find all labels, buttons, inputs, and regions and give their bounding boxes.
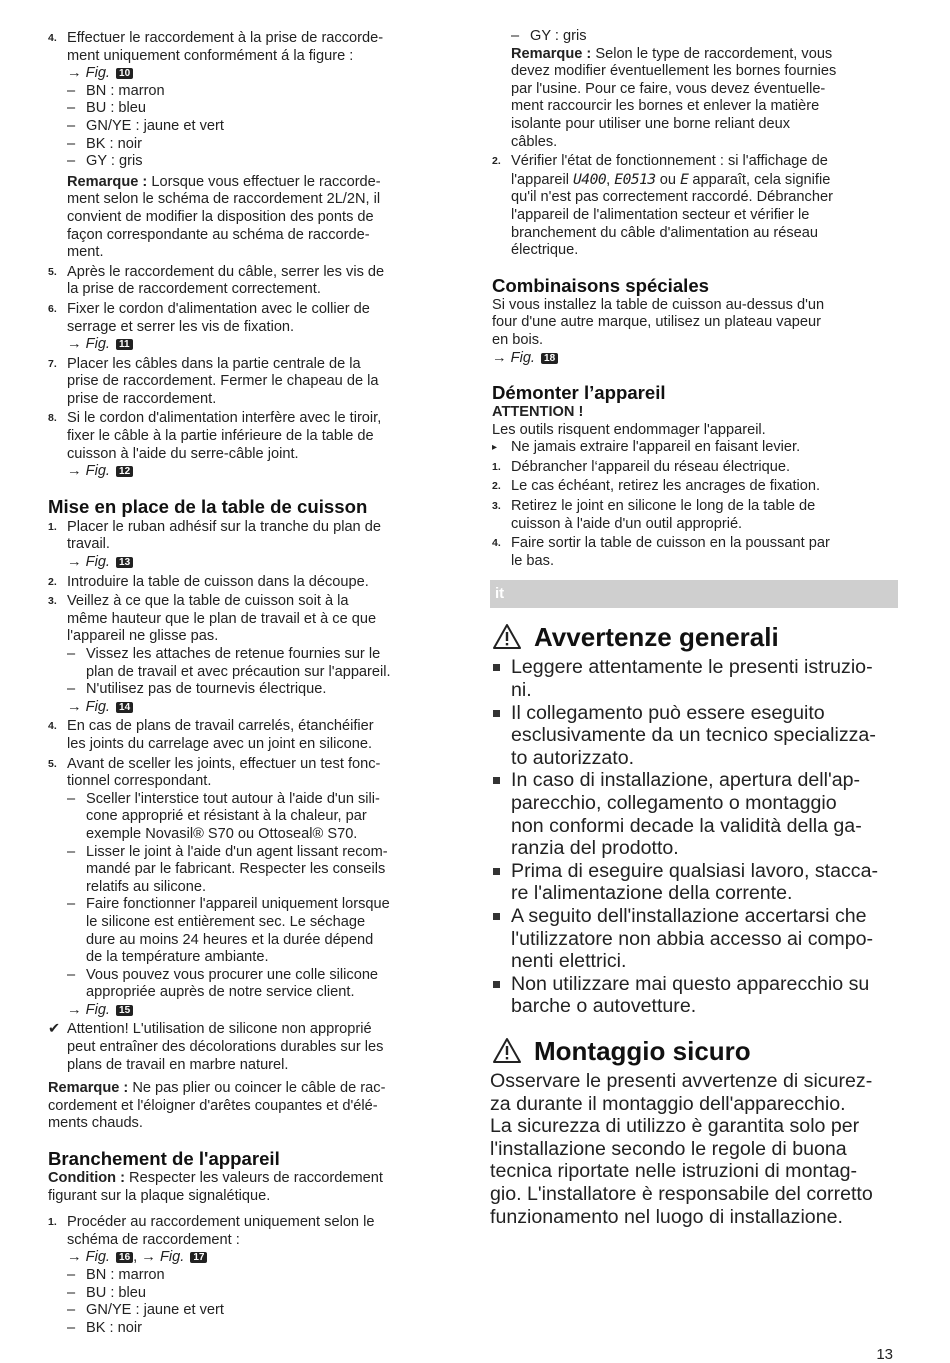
text-line: cuisson à l'aide du serre-câble joint. [67, 445, 299, 462]
arrow-icon: → [67, 463, 82, 480]
step-number: 5. [48, 265, 57, 278]
text-line: tecnica riportate nelle istruzioni di montag- [490, 1160, 858, 1183]
condition-note [48, 1170, 448, 1205]
display-code-e: E [680, 170, 689, 188]
text-line: Vissez les attaches de retenue fournies sur le [86, 646, 381, 662]
fig-label: Fig. [85, 336, 110, 353]
step-number: 6. [48, 302, 57, 315]
text-line: barche o autovetture. [511, 995, 697, 1018]
step-number: 3. [48, 595, 57, 608]
dash-item [67, 118, 448, 136]
figure-number-badge: 10 [116, 68, 133, 79]
text-line: la prise de raccordement correctement. [67, 281, 321, 298]
arrow-icon: → [67, 698, 82, 715]
text-line: de la température ambiante. [86, 949, 269, 966]
section-title-demonter: Démonter l’appareil [492, 382, 666, 404]
text-line: N'utilisez pas de tournevis électrique. [86, 681, 327, 698]
dash-mark: – [67, 1319, 76, 1336]
text-line: Retirez le joint en silicone le long de la table de [511, 498, 816, 515]
text-line: le silicone est entièrement sec. Le séchage [86, 913, 366, 930]
remark-note [511, 46, 902, 152]
text-line: par l'usine. Pour ce faire, vous devez éventuelle- [511, 80, 826, 97]
fig-label: Fig. [85, 554, 110, 571]
fig-label: Fig. [159, 1249, 185, 1266]
dash-item [67, 1285, 448, 1303]
remark-text: Selon le type de raccordement, vous [591, 45, 833, 62]
numbered-step [48, 410, 448, 480]
square-bullet-icon [493, 777, 500, 784]
numbered-step [48, 593, 448, 716]
dash-text: GN/YE : jaune et vert [86, 117, 224, 134]
text-line: appropriée auprès de notre service client. [86, 984, 355, 1001]
text-line: La sicurezza di utilizzo è garantita solo per [490, 1115, 860, 1138]
text-line: nenti elettrici. [511, 950, 627, 973]
bullet-item [492, 860, 902, 905]
bullet-item [492, 973, 902, 1018]
dash-mark: – [67, 681, 76, 698]
dash-mark: – [511, 28, 520, 44]
text-line: gio. L'installatore è responsabile del corretto [490, 1182, 873, 1205]
text-line: Faire sortir la table de cuisson en la poussant par [511, 535, 830, 552]
figure-number-badge: 12 [116, 466, 133, 477]
numbered-step [48, 1214, 448, 1337]
section-title-mise-en-place: Mise en place de la table de cuisson [48, 495, 368, 517]
text-line: parecchio, collegamento o montaggio [511, 792, 837, 814]
instruction-bullet [492, 439, 902, 457]
text-line: exemple Novasil® S70 ou Ottoseal® S70. [86, 825, 358, 842]
dash-mark: – [67, 1284, 76, 1301]
text-line: four d'une autre marque, utilisez un plateau vapeur [492, 314, 821, 331]
arrow-icon: → [67, 1249, 82, 1266]
text-line: en bois. [492, 331, 544, 348]
remark-label: Remarque : [67, 173, 148, 190]
step-number: 7. [48, 357, 57, 370]
text-line: Après le raccordement du câble, serrer les vis de [67, 263, 385, 280]
dash-mark: – [67, 100, 76, 117]
step-number: 1. [48, 1216, 57, 1229]
dash-item [67, 896, 448, 966]
text-line: serrage et serrer les vis de fixation. [67, 318, 295, 335]
text-line: esclusivamente da un tecnico specializza- [511, 724, 876, 747]
text-line: peut entraîner des décolorations durables sur les [67, 1039, 384, 1056]
fig-label: Fig. [85, 698, 110, 715]
text-line: plan de travail et avec précaution sur l'appareil. [86, 663, 391, 680]
bullet-list [492, 656, 902, 1018]
dash-item [67, 646, 448, 681]
figure-reference [492, 350, 902, 368]
fig-label: Fig. [85, 463, 110, 480]
text-line: qu'il n'est pas correctement raccordé. Débrancher [511, 189, 833, 206]
dash-mark: – [67, 153, 76, 170]
text-line: funzionamento nel luogo di installazione. [490, 1205, 843, 1228]
remark-note [48, 1080, 448, 1133]
dash-item [67, 153, 448, 171]
dash-mark: – [67, 966, 76, 983]
display-code-e0513: E0513 [614, 170, 656, 188]
step-number: 4. [48, 32, 57, 44]
dash-item [67, 681, 448, 699]
warning-triangle-icon [492, 1037, 522, 1070]
square-bullet-icon [493, 868, 500, 875]
text-line: ranzia del prodotto. [511, 837, 679, 860]
text-line: Vérifier l'état de fonctionnement : si l'affichage de [511, 153, 828, 170]
text-line: za durante il montaggio dell'apparecchio. [490, 1092, 846, 1115]
text-line: non conformi decade la validità della ga- [511, 814, 862, 837]
dash-item [67, 83, 448, 101]
remark-first-line [511, 46, 902, 64]
text-line-with-codes [511, 171, 902, 190]
numbered-step [492, 535, 902, 570]
square-bullet-icon [493, 913, 500, 920]
text-line: l'appareil de l'alimentation secteur et vérifier le [511, 206, 810, 223]
remark-label: Remarque : [511, 45, 592, 62]
text-line: isolante pour utiliser une borne reliant deux [511, 115, 791, 132]
dash-text: GY : gris [530, 28, 587, 44]
text-line: Osservare le presenti avvertenze di sicurez- [490, 1069, 873, 1092]
figure-number-badge: 15 [116, 1005, 133, 1016]
text-line: Non utilizzare mai questo apparecchio su [511, 972, 870, 995]
text-line: électrique. [511, 242, 579, 259]
text-fragment: ou [655, 171, 681, 188]
figure-number-badge: 18 [541, 353, 558, 364]
bullet-item [492, 656, 902, 701]
text-line: l'appareil ne glisse pas. [67, 628, 219, 645]
step-number: 1. [492, 460, 501, 473]
section-heading-text: Montaggio sicuro [534, 1035, 751, 1066]
numbered-step [492, 153, 902, 260]
text-line: Prima di eseguire qualsiasi lavoro, stacca- [511, 859, 879, 882]
figure-reference [67, 336, 448, 354]
text-line: tionnel correspondant. [67, 773, 212, 790]
dash-text: BU : bleu [86, 100, 147, 117]
figure-reference [67, 699, 448, 717]
text-line: Avant de sceller les joints, effectuer un test fonc- [67, 755, 381, 772]
text-line: l'installazione secondo le regole di buona [490, 1137, 847, 1160]
triangle-bullet-icon: ▸ [492, 442, 498, 454]
condition-first-line [48, 1170, 448, 1188]
text-line: Si le cordon d'alimentation interfère avec le tiroir, [67, 410, 382, 427]
condition-label: Condition : [48, 1170, 125, 1187]
dash-item [67, 1267, 448, 1285]
text-line: prise de raccordement. [67, 390, 217, 407]
dash-mark: – [67, 135, 76, 152]
arrow-icon: → [67, 336, 82, 353]
dash-item [67, 791, 448, 844]
text-fragment: apparaît, cela signifie [688, 171, 831, 188]
text-fragment: , [606, 171, 615, 188]
dash-text: BN : marron [86, 1267, 165, 1283]
numbered-step [48, 756, 448, 1020]
dash-mark: – [67, 117, 76, 134]
text-line: Faire fonctionner l'appareil uniquement lorsque [86, 896, 390, 913]
fig-label: Fig. [510, 349, 535, 366]
numbered-step [48, 30, 448, 262]
dash-text: BN : marron [86, 82, 165, 99]
figure-reference [67, 463, 448, 481]
figure-number-badge: 11 [116, 339, 133, 350]
fig-label: Fig. [85, 1249, 110, 1266]
check-note [48, 1021, 448, 1074]
text-line: Lisser le joint à l'aide d'un agent lissant recom- [86, 843, 388, 860]
section-title-avvertenze [492, 622, 902, 652]
text-line: ment raccourcir les bornes et enlever la matière [511, 98, 820, 115]
dash-text: BK : noir [86, 1319, 142, 1336]
fig-label: Fig. [85, 65, 110, 82]
text-line: les joints du carrelage avec un joint en silicone. [67, 735, 373, 752]
dash-item [67, 1302, 448, 1320]
right-column [492, 28, 902, 1228]
remark-first-line [67, 174, 448, 192]
numbered-step [492, 478, 902, 496]
square-bullet-icon [493, 710, 500, 717]
square-bullet-icon [493, 664, 500, 671]
step-number: 4. [492, 537, 501, 550]
arrow-icon: → [141, 1249, 156, 1266]
text-line: devez modifier éventuellement les bornes fournies [511, 63, 837, 80]
dash-text: GN/YE : jaune et vert [86, 1302, 224, 1319]
arrow-icon: → [67, 554, 82, 571]
remark-first-line [48, 1080, 448, 1098]
figure-reference: → Fig. 16 , → Fig. 17 [67, 1249, 448, 1267]
text-line: schéma de raccordement : [67, 1231, 240, 1248]
language-tab-it: it [490, 580, 898, 608]
text-line: l'utilizzatore non abbia accesso ai compo- [511, 927, 874, 950]
dash-item [67, 967, 448, 1002]
text-line: Placer les câbles dans la partie centrale de la [67, 355, 361, 372]
text-line: Débrancher l‘appareil du réseau électrique. [511, 458, 791, 475]
remark-note [67, 174, 448, 262]
text-line: convient de modifier la disposition des ponts de [67, 208, 374, 225]
numbered-step [48, 519, 448, 572]
text-line: In caso di installazione, apertura dell'ap- [511, 769, 861, 792]
condition-text: Respecter les valeurs de raccordement [125, 1170, 383, 1187]
check-icon: ✔ [48, 1021, 61, 1038]
section-title-branchement: Branchement de l'appareil [48, 1148, 280, 1170]
text-fragment: l'appareil [511, 171, 574, 188]
text-line: ments chauds. [48, 1115, 143, 1132]
dash-mark: – [67, 790, 76, 807]
text-line: Placer le ruban adhésif sur la tranche du plan de [67, 518, 381, 535]
dash-text: GY : gris [86, 153, 143, 170]
text-line: ment uniquement conformément á la figure : [67, 47, 354, 64]
text-line: Il collegamento può essere eseguito [511, 701, 825, 724]
text-line: relatifs au silicone. [86, 878, 207, 895]
text-line: ment. [67, 244, 104, 261]
dash-item [67, 844, 448, 897]
step-number: 2. [48, 575, 57, 588]
figure-reference [67, 65, 448, 83]
section-title-montaggio [492, 1036, 902, 1066]
left-column [48, 28, 448, 1337]
text-line: câbles. [511, 133, 558, 150]
page-number: 13 [876, 1346, 893, 1363]
text-line: Si vous installez la table de cuisson au-dessus d'un [492, 296, 825, 313]
square-bullet-icon [493, 981, 500, 988]
dash-text: BK : noir [86, 135, 142, 152]
text-line: travail. [67, 536, 110, 553]
figure-number-badge: 13 [116, 557, 133, 568]
numbered-step [48, 574, 448, 592]
numbered-step [48, 718, 448, 753]
text-line: fixer le câble à la partie inférieure de la table de [67, 428, 374, 445]
step-number: 5. [48, 757, 57, 770]
text-line: dure au moins 24 heures et la durée dépend [86, 931, 374, 948]
step-number: 4. [48, 720, 57, 733]
dash-mark: – [67, 896, 76, 913]
montaggio-paragraph [490, 1070, 902, 1228]
remark-text: Ne pas plier ou coincer le câble de rac- [128, 1080, 386, 1097]
step-number: 8. [48, 412, 57, 425]
text-line: figurant sur la plaque signalétique. [48, 1187, 271, 1204]
step-number: 1. [48, 520, 57, 533]
text-line: cordement et l'éloigner d'arêtes coupantes et d'élé- [48, 1097, 378, 1114]
arrow-icon: → [67, 65, 82, 82]
text-line: Sceller l'interstice tout autour à l'aide d'un sili- [86, 790, 380, 807]
text-line: A seguito dell'installazione accertarsi che [511, 904, 867, 927]
dash-item [67, 136, 448, 154]
numbered-step [48, 301, 448, 354]
numbered-step [48, 356, 448, 409]
text-line: Veillez à ce que la table de cuisson soit à la [67, 593, 349, 610]
text-line: Procéder au raccordement uniquement selon le [67, 1214, 375, 1231]
text-line: En cas de plans de travail carrelés, étanchéifier [67, 718, 374, 735]
figure-number-badge: 17 [190, 1252, 207, 1263]
dash-mark: – [67, 646, 76, 662]
dash-item [67, 100, 448, 118]
section-title-combinaisons: Combinaisons spéciales [492, 274, 710, 296]
text-line: Attention! L'utilisation de silicone non approprié [67, 1021, 372, 1038]
warning-text: Les outils risquent endommager l'appareil. [492, 421, 766, 438]
numbered-step [48, 264, 448, 299]
figure-reference [67, 1002, 448, 1020]
text-line: le bas. [511, 552, 554, 569]
step-number: 2. [492, 155, 501, 168]
fig-label: Fig. [85, 1001, 110, 1018]
text-line: re l'alimentazione della corrente. [511, 882, 793, 905]
text-line: ni. [511, 679, 532, 702]
continued-list [492, 28, 902, 151]
remark-text: Lorsque vous effectuer le raccorde- [147, 173, 381, 190]
text-line: Introduire la table de cuisson dans la découpe. [67, 573, 369, 590]
text-line: façon correspondante au schéma de raccorde- [67, 226, 370, 243]
arrow-icon: → [492, 349, 507, 366]
dash-text: BU : bleu [86, 1284, 147, 1301]
text-line: to autorizzato. [511, 746, 635, 769]
warning-triangle-icon [492, 623, 522, 656]
bullet-item [492, 905, 902, 973]
text-line: prise de raccordement. Fermer le chapeau de la [67, 373, 379, 390]
dash-mark: – [67, 1302, 76, 1319]
text-line: mandé par le fabricant. Respecter les conseils [86, 861, 386, 878]
arrow-icon: → [67, 1001, 82, 1018]
attention-label: ATTENTION ! [492, 404, 584, 421]
text-line: branchement du câble d'alimentation au réseau [511, 224, 819, 241]
step-number: 2. [492, 480, 501, 493]
dash-mark: – [67, 843, 76, 860]
text-line: plans de travail en marbre naturel. [67, 1056, 289, 1073]
text-line: cone approprié et résistant à la chaleur, par [86, 808, 367, 825]
figure-reference [67, 554, 448, 572]
dash-item [511, 28, 902, 46]
text-line: Effectuer le raccordement à la prise de raccorde- [67, 30, 384, 46]
text-line: Fixer le cordon d'alimentation avec le collier de [67, 300, 370, 317]
text-line: Vous pouvez vous procurer une colle silicone [86, 966, 379, 983]
text-line: Ne jamais extraire l'appareil en faisant levier. [511, 439, 801, 456]
section-heading-text: Avvertenze generali [534, 622, 779, 653]
figure-number-badge: 16 [116, 1252, 133, 1263]
display-code-u400: U400 [573, 170, 607, 188]
numbered-step [492, 459, 902, 477]
text-line: Le cas échéant, retirez les ancrages de fixation. [511, 478, 821, 495]
dash-mark: – [67, 82, 76, 99]
remark-label: Remarque : [48, 1080, 129, 1097]
text-line: cuisson à l'aide d'un outil approprié. [511, 515, 743, 532]
bullet-item [492, 769, 902, 859]
text-line: Leggere attentamente le presenti istruzio- [511, 656, 873, 679]
numbered-step [492, 498, 902, 533]
step-number: 3. [492, 500, 501, 513]
text-line: ment selon le schéma de raccordement 2L/2N, il [67, 191, 381, 208]
figure-number-badge: 14 [116, 702, 133, 713]
dash-item [67, 1320, 448, 1338]
dash-mark: – [67, 1267, 76, 1283]
text-line: même hauteur que le plan de travail et à ce que [67, 610, 377, 627]
bullet-item [492, 702, 902, 770]
